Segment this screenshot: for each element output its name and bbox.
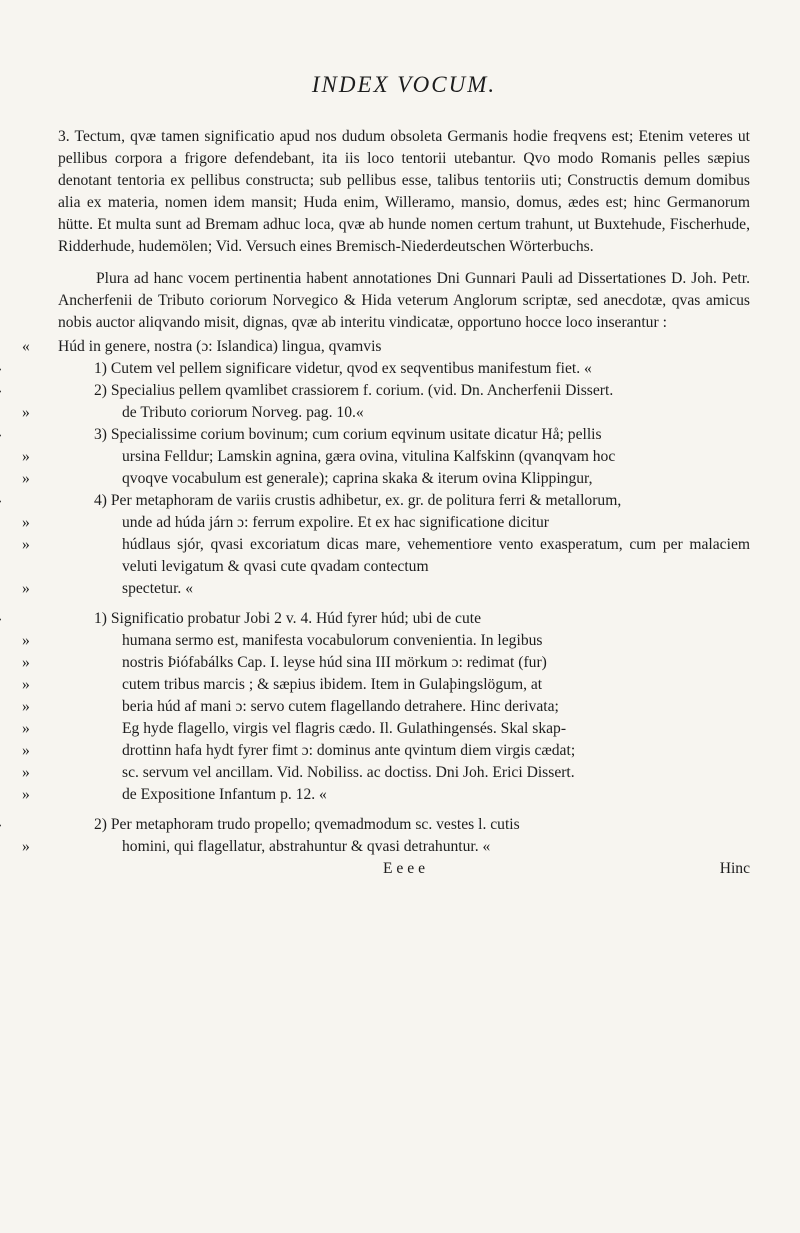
quote-line: 2) Specialius pellem qvamlibet crassiorem f. corium. (vid. Dn. Ancherfenii Dissert. xyxy=(94,382,614,399)
running-header: INDEX VOCUM. xyxy=(311,72,497,97)
quote-line: » humana sermo est, manifesta vocabulorum convenientia. In legibus xyxy=(22,632,543,649)
paragraph-tectum: 3. Tectum, qvæ tamen significatio apud nos dudum obsoleta Germanis hodie freqvens est; Etenim veteres ut pellibus corpora a frigore defendebant, ita iis loco tentorii utebantur. Qvo modo Romanis pelles sæpius denotant tentoria ex pellibus constructa; sub pellibus esse, talibus tentoriis uti; Constructis demum domibus alia ex materia, nomen idem mansit; Huda enim, Willeramo, mansio, domus, ædes est; hinc Germanorum hütte. Et multa sunt ad Bremam adhuc loca, qvæ ab hunde nomen certum trahunt, ut Buxtehude, Fischerhude, Ridderhude, hudemölen; Vid. Versuch eines Bremisch-Niederdeutschen Wörterbuchs. xyxy=(58,128,750,255)
quote-line: » de Tributo coriorum Norveg. pag. 10.« xyxy=(22,404,364,421)
page-footer xyxy=(58,858,750,880)
quote-line: 3) Specialissime corium bovinum; cum corium eqvinum usitate dicatur Hå; pellis xyxy=(94,426,602,443)
quote-line: » qvoqve vocabulum est generale); caprina skaka & iterum ovina Klippingur, xyxy=(22,470,593,487)
quote-line: 2) Per metaphoram trudo propello; qvemadmodum sc. vestes l. cutis xyxy=(94,816,520,833)
quote-line: 4) Per metaphoram de variis crustis adhibetur, ex. gr. de politura ferri & metallorum, xyxy=(94,492,622,509)
quote-line: » sc. servum vel ancillam. Vid. Nobiliss. ac doctiss. Dni Joh. Erici Dissert. xyxy=(22,764,575,781)
quote-line: » drottinn hafa hydt fyrer fimt ɔ: dominus ante qvintum diem virgis cædat; xyxy=(22,742,576,759)
quote-line: « Húd in genere, nostra (ɔ: Islandica) lingua, qvamvis xyxy=(22,338,382,355)
signature-mark: E e e e xyxy=(383,860,425,877)
quote-line: » cutem tribus marcis ; & sæpius ibidem. Item in Gulaþingslögum, at xyxy=(22,676,543,693)
quote-line: 1) Significatio probatur Jobi 2 v. 4. Húd fyrer húd; ubi de cute xyxy=(94,610,482,627)
quote-line: » spectetur. « xyxy=(22,580,194,597)
quote-line: » Eg hyde flagello, virgis vel flagris cædo. Il. Gulathingensés. Skal skap- xyxy=(22,720,567,737)
quote-line: » de Expositione Infantum p. 12. « xyxy=(22,786,327,803)
quote-line: 1) Cutem vel pellem significare videtur, qvod ex seqventibus manifestum fiet. « xyxy=(94,360,592,377)
quote-line: » nostris Þiófabálks Cap. I. leyse húd sina III mörkum ɔ: redimat (fur) xyxy=(22,654,547,671)
paragraph-plura: Plura ad hanc vocem pertinentia habent annotationes Dni Gunnari Pauli ad Dissertationes D. Joh. Petr. Ancherfenii de Tributo coriorum Norvegico & Hida veterum Anglorum scriptæ, sed anecdotæ, qvas amicus nobis auctor aliqvando misit, dignas, qvæ ab interitu vindicatæ, opportuno hocce loco inserantur : xyxy=(58,270,750,331)
quote-line: » ursina Felldur; Lamskin agnina, gæra ovina, vitulina Kalfskinn (qvanqvam hoc xyxy=(22,448,616,465)
quoted-annotations xyxy=(22,336,750,858)
quote-line: » húdlaus sjór, qvasi excoriatum dicas mare, vehementiore vento exasperatum, cum per malaciem veluti levigatum & qvasi cute qvadam contectum xyxy=(22,536,750,575)
catchword: Hinc xyxy=(719,860,750,877)
quote-line: » homini, qui flagellatur, abstrahuntur & qvasi detrahuntur. « xyxy=(22,838,491,855)
quote-line: » unde ad húda járn ɔ: ferrum expolire. Et ex hac significatione dicitur xyxy=(22,514,549,531)
quote-line: » beria húd af mani ɔ: servo cutem flagellando detrahere. Hinc derivata; xyxy=(22,698,559,715)
